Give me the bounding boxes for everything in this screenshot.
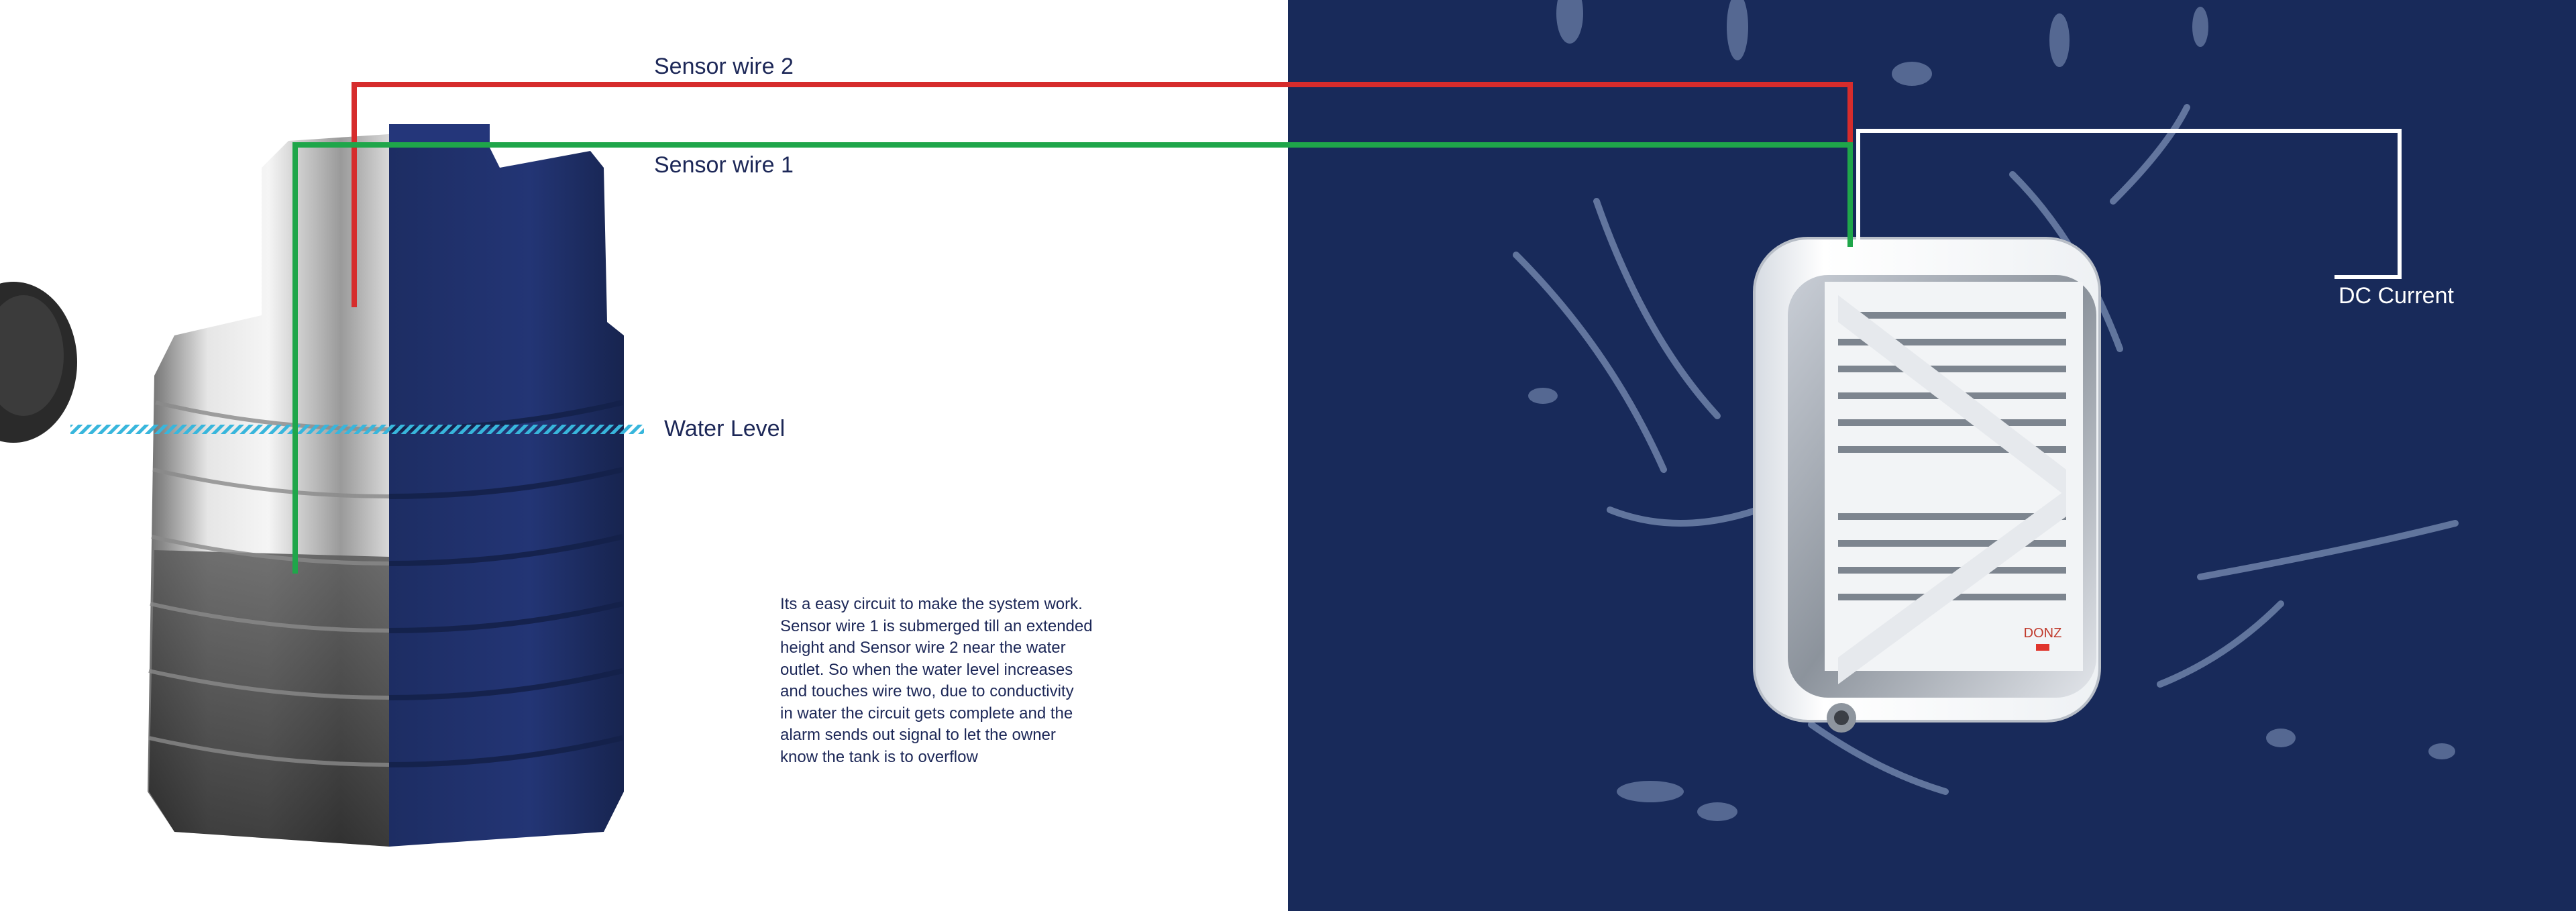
alarm-device bbox=[1516, 0, 2455, 821]
water-tank bbox=[148, 124, 624, 847]
sensor-wire-1-label: Sensor wire 1 bbox=[654, 152, 794, 178]
description-line: Its a easy circuit to make the system work. bbox=[780, 595, 1083, 613]
description-line: outlet. So when the water level increases bbox=[780, 660, 1073, 679]
description-line: in water the circuit gets complete and the bbox=[780, 704, 1073, 722]
water-level-label: Water Level bbox=[664, 416, 786, 441]
description-line: know the tank is to overflow bbox=[780, 747, 978, 766]
description-line: Sensor wire 1 is submerged till an extended bbox=[780, 617, 1093, 635]
description-line: and touches wire two, due to conductivity bbox=[780, 682, 1074, 700]
led-indicator bbox=[2036, 644, 2049, 651]
device-brand: DONZ bbox=[2023, 626, 2062, 641]
water-level-line bbox=[70, 425, 644, 434]
description-line: height and Sensor wire 2 near the water bbox=[780, 639, 1066, 657]
dc-current-label: DC Current bbox=[2339, 283, 2454, 309]
circuit-description bbox=[780, 594, 1122, 768]
description-line: alarm sends out signal to let the owner bbox=[780, 726, 1056, 744]
tank-lid-fragment bbox=[0, 282, 77, 443]
sensor-wire-2-label: Sensor wire 2 bbox=[654, 54, 794, 79]
